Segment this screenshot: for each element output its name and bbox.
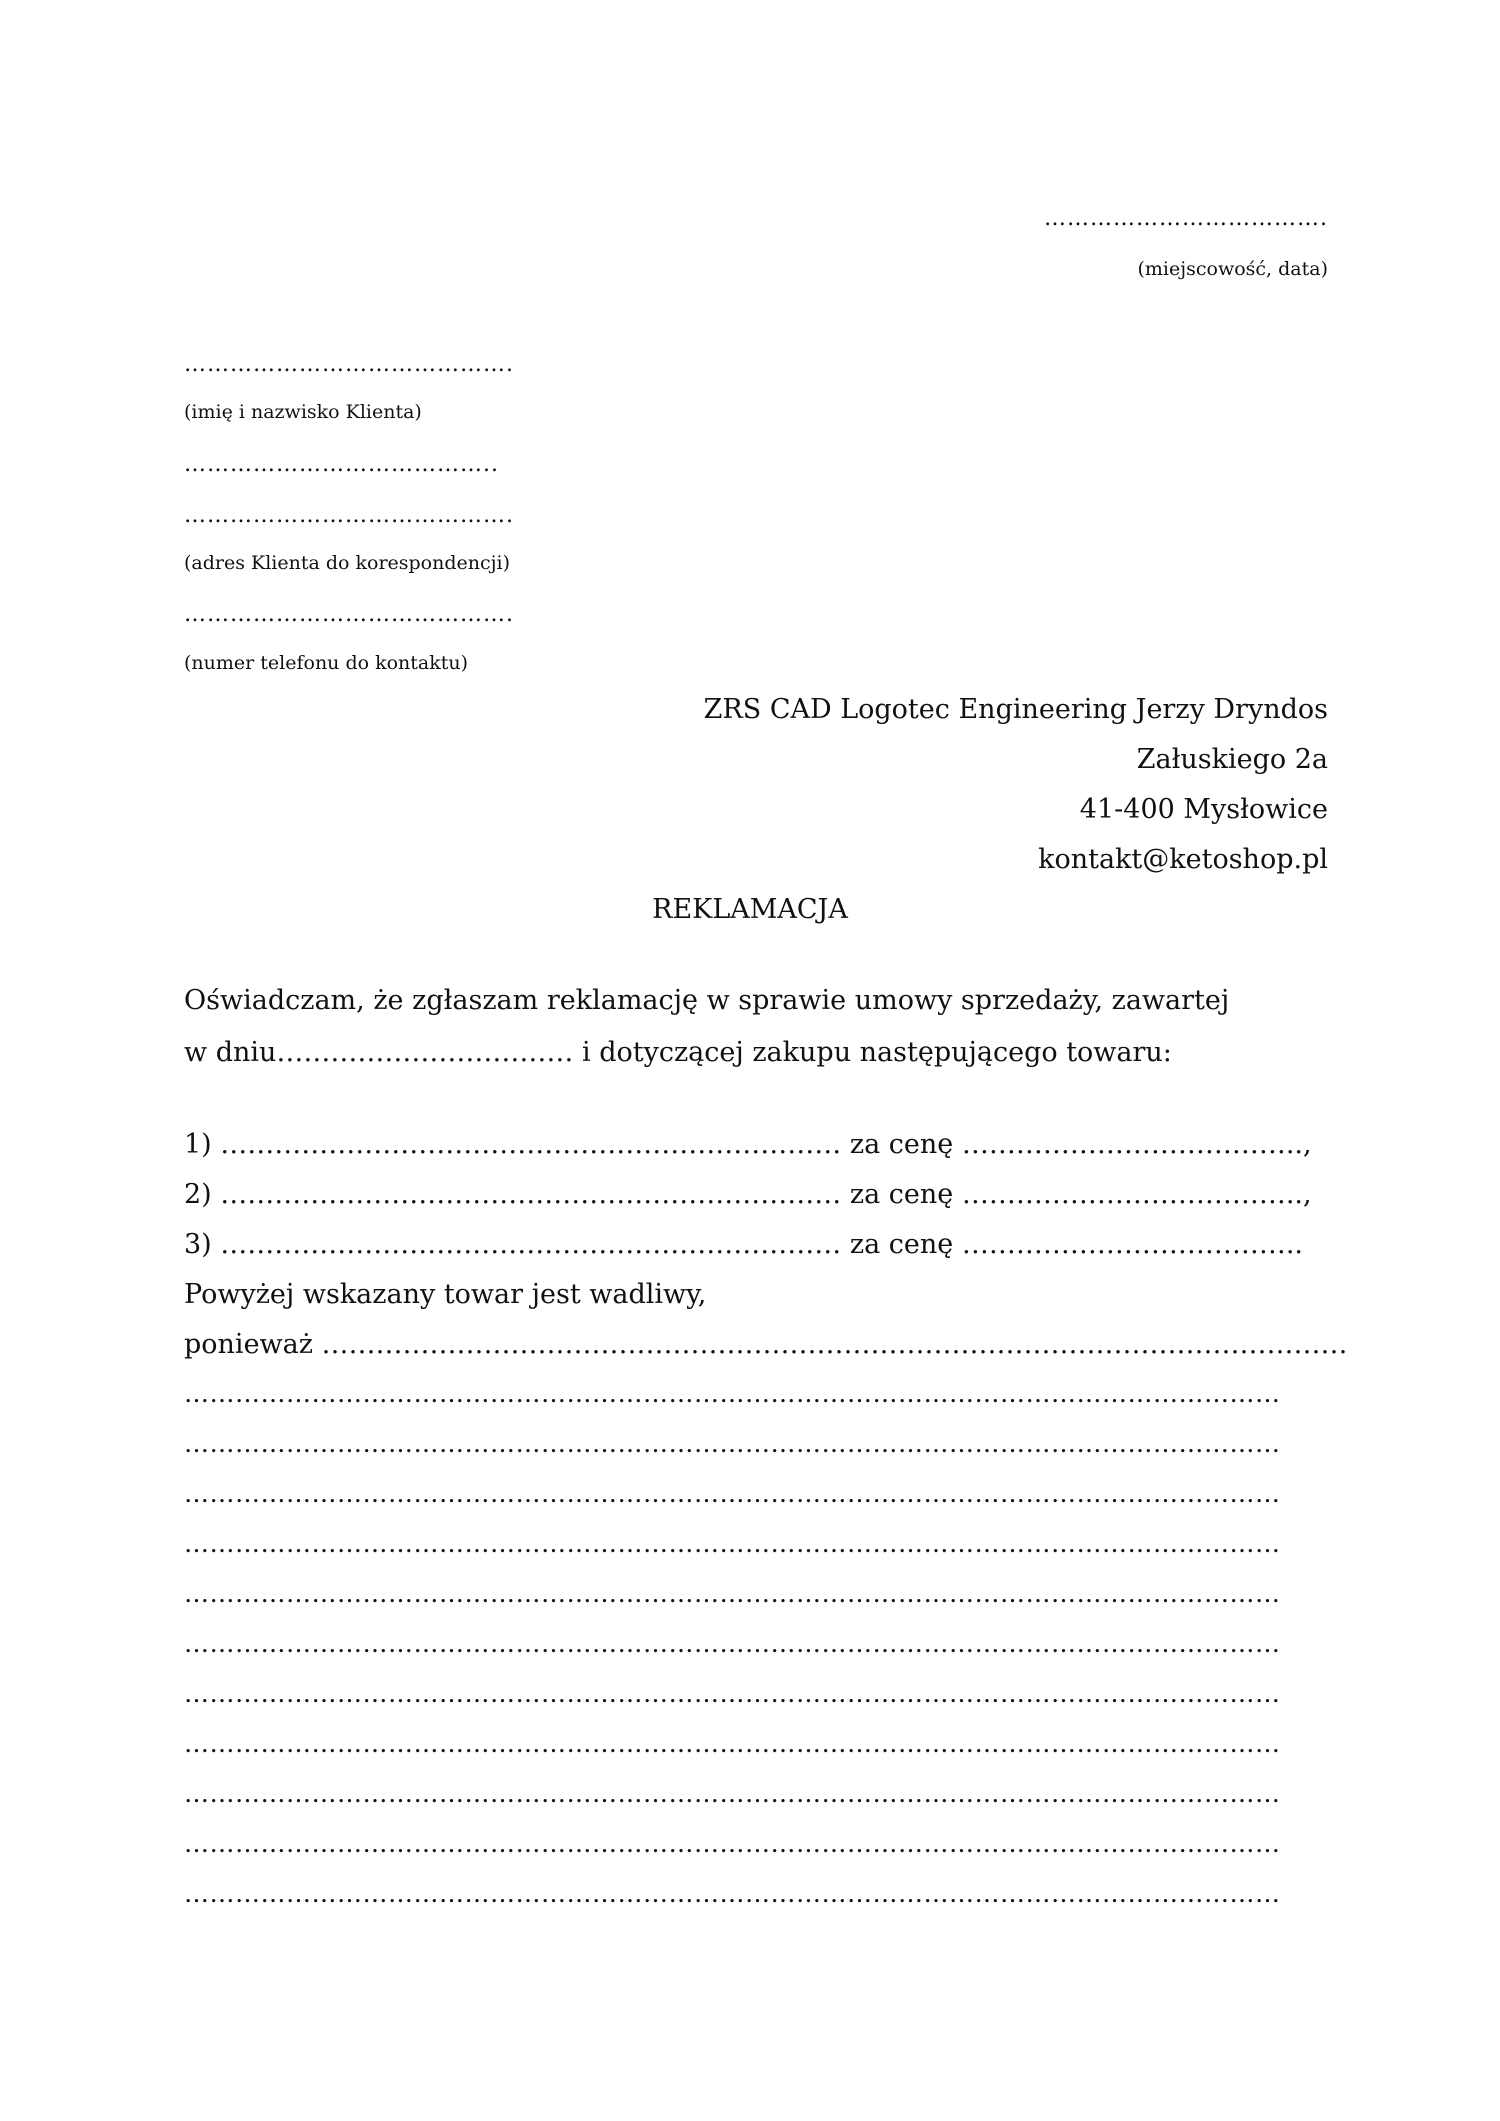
- statement-line-2: w dniu…………………………… i dotyczącej zakupu następującego towaru:: [184, 1037, 1172, 1068]
- date-place-label: (miejscowość, data): [1137, 258, 1328, 280]
- defect-statement: Powyżej wskazany towar jest wadliwy,: [184, 1279, 707, 1310]
- recipient-street: Załuskiego 2a: [1136, 744, 1328, 775]
- recipient-city: 41-400 Mysłowice: [1079, 794, 1328, 825]
- client-address-dots-1[interactable]: …………………………………..: [184, 452, 499, 477]
- defect-reason-line[interactable]: ponieważ ……………………………………………………………………………………………………: [184, 1329, 1348, 1360]
- item-line-1[interactable]: 1) …………………………………………………………… za cenę ………………………………..,: [184, 1129, 1312, 1160]
- reason-blank-line[interactable]: …………………………………………………………………………………………………………………: [184, 1781, 1281, 1806]
- reason-blank-line[interactable]: …………………………………………………………………………………………………………………: [184, 1731, 1281, 1756]
- reason-blank-line[interactable]: …………………………………………………………………………………………………………………: [184, 1481, 1281, 1506]
- reason-blank-line[interactable]: …………………………………………………………………………………………………………………: [184, 1681, 1281, 1706]
- date-place-dots[interactable]: ……………………………….: [1044, 206, 1328, 231]
- reason-blank-line[interactable]: …………………………………………………………………………………………………………………: [184, 1581, 1281, 1606]
- client-address-label: (adres Klienta do korespondencji): [184, 552, 511, 574]
- client-name-label: (imię i nazwisko Klienta): [184, 401, 422, 423]
- reason-blank-line[interactable]: …………………………………………………………………………………………………………………: [184, 1531, 1281, 1556]
- document-title: REKLAMACJA: [652, 894, 848, 925]
- client-phone-dots[interactable]: …………………………………….: [184, 602, 514, 627]
- client-name-dots[interactable]: …………………………………….: [184, 352, 514, 377]
- reason-blank-line[interactable]: …………………………………………………………………………………………………………………: [184, 1881, 1281, 1906]
- reason-blank-line[interactable]: …………………………………………………………………………………………………………………: [184, 1631, 1281, 1656]
- item-line-2[interactable]: 2) …………………………………………………………… za cenę ………………………………..,: [184, 1179, 1312, 1210]
- statement-line-1: Oświadczam, że zgłaszam reklamację w sprawie umowy sprzedaży, zawartej: [184, 985, 1230, 1016]
- reason-blank-line[interactable]: …………………………………………………………………………………………………………………: [184, 1431, 1281, 1456]
- recipient-company: ZRS CAD Logotec Engineering Jerzy Dryndos: [703, 694, 1328, 725]
- item-line-3[interactable]: 3) …………………………………………………………… za cenę ………………………………..: [184, 1229, 1303, 1260]
- reason-blank-line[interactable]: …………………………………………………………………………………………………………………: [184, 1831, 1281, 1856]
- client-phone-label: (numer telefonu do kontaktu): [184, 652, 469, 674]
- client-address-dots-2[interactable]: …………………………………….: [184, 503, 514, 528]
- reason-blank-line[interactable]: …………………………………………………………………………………………………………………: [184, 1381, 1281, 1406]
- recipient-email: kontakt@ketoshop.pl: [1038, 844, 1328, 875]
